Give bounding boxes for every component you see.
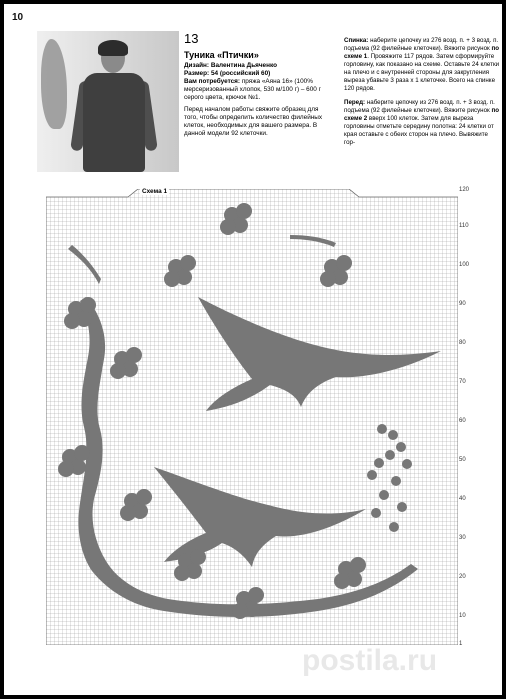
row-tick: 100	[459, 262, 470, 268]
row-tick: 60	[459, 418, 466, 424]
row-tick: 10	[459, 613, 466, 619]
row-tick: 120	[459, 187, 470, 193]
magazine-page	[4, 4, 502, 695]
row-tick: 90	[459, 301, 466, 307]
model-photo	[37, 31, 179, 172]
row-tick: 110	[459, 223, 469, 229]
tunic-shape	[83, 73, 145, 172]
pattern-title: Туника «Птички»	[184, 50, 259, 60]
row-tick: 50	[459, 457, 466, 463]
design-line: Дизайн: Валентина Дьяченко	[184, 62, 277, 69]
watermark: postila.ru	[302, 644, 438, 677]
row-tick: 70	[459, 379, 466, 385]
row-tick: 20	[459, 574, 466, 580]
chart-label: Схема 1	[142, 188, 168, 195]
pattern-info	[184, 32, 334, 138]
crochet-chart	[46, 189, 458, 645]
item-number: 13	[184, 31, 199, 46]
chart-grid	[46, 189, 458, 645]
page-number: 10	[12, 12, 24, 23]
row-tick: 80	[459, 340, 466, 346]
row-tick: 30	[459, 535, 466, 541]
size-line: Размер: 54 (российский 60)	[184, 70, 271, 77]
back-instructions: Спинка: наберите цепочку из 276 возд. п. + 3 возд. п. подъема (92 филейные клеточки). Вяжите рисунок по схеме 1. Провяжите 117 рядов. Затем сформируйте горловину, как показано на схеме. Оставьте 24 клетки на плечо и с внутренней стороны для закругления выреза убавьте 3 раза х 1 клеточке. Всего на спинке 120 рядов.	[344, 37, 500, 93]
instructions-column	[344, 31, 500, 154]
row-tick: 40	[459, 496, 466, 502]
front-instructions: Перед: наберите цепочку из 276 возд. п. + 3 возд. п. подъема (92 филейные клеточки). Вяжите рисунок по схеме 2 вверх 100 клеток. Затем для выреза горловины отметьте середину полотна: 24 клетки от края оставьте с обеих сторон на плечо. Вывяжите гор-	[344, 99, 500, 147]
materials-line: Вам потребуется: пряжа «Аяна 16» (100% мерсеризованный хлопок, 530 м/100 г) – 600 г серого цвета, крючок №1.	[184, 78, 321, 101]
row-tick: 1	[459, 641, 463, 647]
intro-text: Перед началом работы свяжите образец для того, чтобы определить количество филейных клеток, необходимых для вашего размера. В данной модели 92 клеточки.	[184, 106, 323, 137]
hair-shape	[98, 40, 128, 56]
